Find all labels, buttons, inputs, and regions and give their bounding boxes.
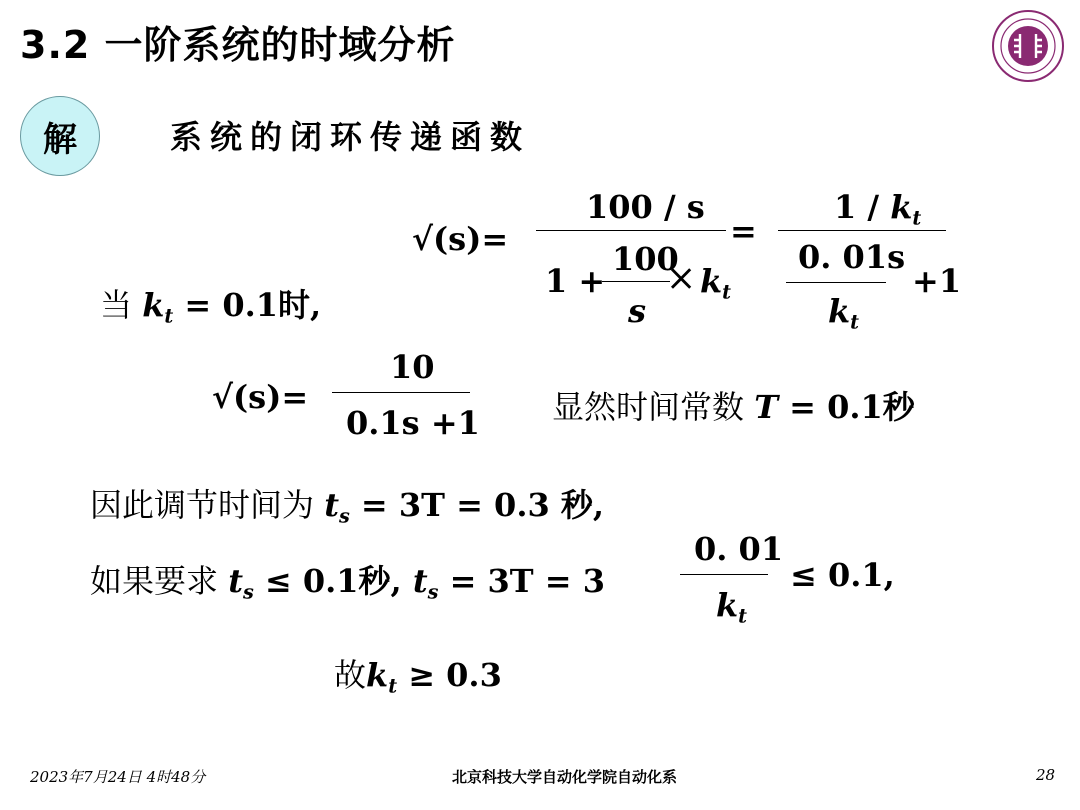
eq1-denominator-lead: 1 +: [545, 262, 606, 300]
eq2-fraction-bar: [332, 392, 470, 393]
eq1-right-denominator: 0. 01s: [798, 238, 906, 276]
requirement-line: 如果要求 $t_s \le 0.1$秒, $t_s = 3T = 3$: [90, 562, 605, 604]
eq1-right-k: $k_t$: [828, 292, 860, 334]
conclusion-line: 故$k_t \ge 0.3$: [334, 656, 502, 698]
footer-department: 北京科技大学自动化学院自动化系: [452, 768, 678, 786]
times-sign: ×: [666, 258, 697, 299]
solution-badge: 解: [20, 96, 100, 176]
eq2-numerator: 10: [390, 348, 435, 386]
eq1-k-symbol: $k_t$: [700, 262, 732, 304]
eq1-fraction-bar: [536, 230, 726, 231]
requirement-fraction-numerator: 0. 01: [694, 530, 784, 568]
slide-title: 3.2 一阶系统的时域分析: [20, 23, 456, 67]
eq1-lhs: √(s)=: [412, 220, 509, 258]
requirement-fraction-bar: [680, 574, 768, 575]
eq1-inner-bar: [602, 281, 670, 282]
settling-time-line: 因此调节时间为 $t_s = 3T = 0.3$ 秒,: [90, 486, 605, 528]
eq2-denominator: 0.1s +1: [346, 404, 480, 442]
eq1-right-inner-bar: [786, 282, 886, 283]
eq1-equals: =: [730, 212, 757, 250]
eq1-right-bar: [778, 230, 946, 231]
requirement-fraction-denominator: $k_t$: [716, 586, 748, 628]
eq1-right-numerator: $1 / k_t$: [834, 188, 922, 230]
eq2-lhs: √(s)=: [212, 378, 309, 416]
footer-date: 2023年7月24日 4时48分: [30, 768, 206, 786]
university-seal-logo: [990, 8, 1066, 84]
condition-line: 当 $k_t = 0.1$时,: [100, 286, 322, 328]
section-heading: 系统的闭环传递函数: [170, 118, 531, 156]
eq1-right-plus-one: +1: [912, 262, 962, 300]
page-number: 28: [1036, 766, 1056, 784]
time-constant-line: 显然时间常数 T = 0.1秒: [552, 388, 915, 426]
eq1-inner-denominator: s: [628, 292, 647, 330]
requirement-inequality: ≤ 0.1,: [790, 556, 895, 594]
eq1-inner-numerator: 100: [612, 240, 679, 278]
eq1-numerator: 100 / s: [586, 188, 705, 226]
